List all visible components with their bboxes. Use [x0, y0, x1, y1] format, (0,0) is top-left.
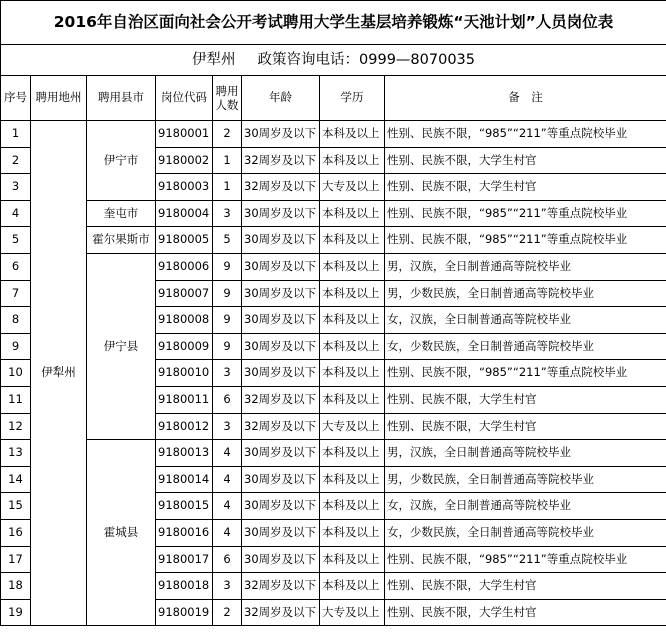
cell-note: 性别、民族不限，“985”“211”等重点院校毕业 — [385, 121, 666, 148]
contact-phone: 政策咨询电话：0999—8070035 — [257, 51, 475, 68]
cell-note: 性别、民族不限，大学生村官 — [385, 599, 666, 626]
cell-count: 4 — [213, 519, 242, 546]
cell-age: 32周岁及以下 — [242, 174, 320, 201]
contact-region: 伊犁州 — [192, 51, 236, 68]
table-row — [1, 253, 666, 280]
cell-code: 9180014 — [156, 466, 213, 493]
cell-note: 性别、民族不限，“985”“211”等重点院校毕业 — [385, 227, 666, 254]
cell-region: 伊犁州 — [31, 121, 87, 626]
header-count-line1: 聘用 — [215, 83, 239, 98]
cell-age: 32周岁及以下 — [242, 573, 320, 600]
cell-count: 4 — [213, 493, 242, 520]
cell-edu: 大专及以上 — [320, 413, 385, 440]
cell-seq: 13 — [1, 440, 31, 467]
cell-count: 2 — [213, 599, 242, 626]
cell-code: 9180013 — [156, 440, 213, 467]
cell-count: 5 — [213, 227, 242, 254]
cell-count: 3 — [213, 573, 242, 600]
header-count — [213, 76, 242, 121]
cell-count: 1 — [213, 147, 242, 174]
cell-seq: 14 — [1, 466, 31, 493]
cell-seq: 9 — [1, 333, 31, 360]
cell-seq: 8 — [1, 307, 31, 334]
cell-code: 9180007 — [156, 280, 213, 307]
cell-seq: 18 — [1, 573, 31, 600]
cell-note: 女，汉族，全日制普通高等院校毕业 — [385, 493, 666, 520]
cell-count: 6 — [213, 386, 242, 413]
cell-count: 4 — [213, 466, 242, 493]
cell-edu: 本科及以上 — [320, 253, 385, 280]
cell-edu: 本科及以上 — [320, 360, 385, 387]
cell-age: 32周岁及以下 — [242, 413, 320, 440]
cell-count: 3 — [213, 200, 242, 227]
cell-note: 性别、民族不限，大学生村官 — [385, 147, 666, 174]
cell-note: 性别、民族不限，大学生村官 — [385, 573, 666, 600]
cell-seq: 16 — [1, 519, 31, 546]
cell-note: 女，汉族，全日制普通高等院校毕业 — [385, 307, 666, 334]
cell-code: 9180011 — [156, 386, 213, 413]
cell-code: 9180012 — [156, 413, 213, 440]
cell-edu: 大专及以上 — [320, 599, 385, 626]
cell-seq: 19 — [1, 599, 31, 626]
cell-age: 32周岁及以下 — [242, 599, 320, 626]
cell-age: 30周岁及以下 — [242, 333, 320, 360]
cell-count: 3 — [213, 413, 242, 440]
cell-age: 30周岁及以下 — [242, 307, 320, 334]
cell-age: 30周岁及以下 — [242, 280, 320, 307]
cell-note: 男，少数民族，全日制普通高等院校毕业 — [385, 280, 666, 307]
cell-note: 性别、民族不限，大学生村官 — [385, 174, 666, 201]
header-county: 聘用县市 — [87, 76, 156, 121]
cell-seq: 7 — [1, 280, 31, 307]
cell-count: 1 — [213, 174, 242, 201]
cell-note: 女，少数民族，全日制普通高等院校毕业 — [385, 333, 666, 360]
header-region: 聘用地州 — [31, 76, 87, 121]
header-count-line2: 人数 — [215, 98, 239, 112]
cell-seq: 1 — [1, 121, 31, 148]
cell-code: 9180018 — [156, 573, 213, 600]
cell-seq: 2 — [1, 147, 31, 174]
cell-seq: 11 — [1, 386, 31, 413]
cell-edu: 本科及以上 — [320, 307, 385, 334]
cell-age: 30周岁及以下 — [242, 546, 320, 573]
header-seq: 序号 — [1, 76, 31, 121]
cell-age: 32周岁及以下 — [242, 386, 320, 413]
cell-count: 2 — [213, 121, 242, 148]
cell-edu: 本科及以上 — [320, 147, 385, 174]
cell-count: 3 — [213, 360, 242, 387]
cell-age: 30周岁及以下 — [242, 253, 320, 280]
cell-code: 9180005 — [156, 227, 213, 254]
header-code: 岗位代码 — [156, 76, 213, 121]
cell-note: 性别、民族不限，“985”“211”等重点院校毕业 — [385, 200, 666, 227]
cell-age: 30周岁及以下 — [242, 519, 320, 546]
table-row — [1, 200, 666, 227]
table-row — [1, 121, 666, 148]
cell-code: 9180009 — [156, 333, 213, 360]
cell-county: 奎屯市 — [87, 200, 156, 227]
cell-code: 9180019 — [156, 599, 213, 626]
cell-edu: 本科及以上 — [320, 333, 385, 360]
cell-age: 30周岁及以下 — [242, 121, 320, 148]
cell-seq: 3 — [1, 174, 31, 201]
cell-count: 9 — [213, 253, 242, 280]
cell-age: 30周岁及以下 — [242, 360, 320, 387]
cell-code: 9180001 — [156, 121, 213, 148]
cell-count: 9 — [213, 307, 242, 334]
cell-edu: 本科及以上 — [320, 227, 385, 254]
header-age: 年龄 — [242, 76, 320, 121]
cell-code: 9180003 — [156, 174, 213, 201]
cell-edu: 本科及以上 — [320, 280, 385, 307]
cell-count: 9 — [213, 280, 242, 307]
cell-seq: 10 — [1, 360, 31, 387]
cell-code: 9180004 — [156, 200, 213, 227]
cell-code: 9180017 — [156, 546, 213, 573]
cell-edu: 本科及以上 — [320, 519, 385, 546]
cell-age: 30周岁及以下 — [242, 200, 320, 227]
cell-edu: 本科及以上 — [320, 386, 385, 413]
cell-edu: 本科及以上 — [320, 466, 385, 493]
cell-edu: 本科及以上 — [320, 546, 385, 573]
header-edu: 学历 — [320, 76, 385, 121]
header-note: 备 注 — [385, 76, 666, 121]
cell-edu: 大专及以上 — [320, 174, 385, 201]
cell-count: 4 — [213, 440, 242, 467]
cell-county: 伊宁市 — [87, 121, 156, 201]
cell-edu: 本科及以上 — [320, 493, 385, 520]
cell-seq: 12 — [1, 413, 31, 440]
cell-code: 9180010 — [156, 360, 213, 387]
cell-count: 6 — [213, 546, 242, 573]
cell-seq: 5 — [1, 227, 31, 254]
cell-seq: 15 — [1, 493, 31, 520]
cell-note: 性别、民族不限，大学生村官 — [385, 386, 666, 413]
cell-county: 伊宁县 — [87, 253, 156, 439]
cell-code: 9180002 — [156, 147, 213, 174]
contact-line — [1, 45, 666, 76]
cell-note: 男，汉族，全日制普通高等院校毕业 — [385, 440, 666, 467]
cell-edu: 本科及以上 — [320, 200, 385, 227]
cell-note: 性别、民族不限，大学生村官 — [385, 413, 666, 440]
cell-age: 30周岁及以下 — [242, 440, 320, 467]
cell-note: 性别、民族不限，“985”“211”等重点院校毕业 — [385, 546, 666, 573]
cell-seq: 6 — [1, 253, 31, 280]
page-title: 2016年自治区面向社会公开考试聘用大学生基层培养锻炼“天池计划”人员岗位表 — [1, 1, 666, 45]
table-row — [1, 440, 666, 467]
cell-edu: 本科及以上 — [320, 121, 385, 148]
cell-seq: 4 — [1, 200, 31, 227]
cell-note: 性别、民族不限，“985”“211”等重点院校毕业 — [385, 360, 666, 387]
cell-age: 30周岁及以下 — [242, 466, 320, 493]
cell-code: 9180008 — [156, 307, 213, 334]
cell-county: 霍尔果斯市 — [87, 227, 156, 254]
cell-code: 9180016 — [156, 519, 213, 546]
cell-code: 9180015 — [156, 493, 213, 520]
cell-age: 30周岁及以下 — [242, 227, 320, 254]
cell-age: 30周岁及以下 — [242, 493, 320, 520]
cell-note: 男，汉族，全日制普通高等院校毕业 — [385, 253, 666, 280]
cell-count: 9 — [213, 333, 242, 360]
cell-age: 32周岁及以下 — [242, 147, 320, 174]
header-row — [1, 76, 666, 121]
cell-note: 女，少数民族，全日制普通高等院校毕业 — [385, 519, 666, 546]
cell-edu: 本科及以上 — [320, 440, 385, 467]
table-row — [1, 227, 666, 254]
cell-edu: 本科及以上 — [320, 573, 385, 600]
cell-county: 霍城县 — [87, 440, 156, 626]
cell-code: 9180006 — [156, 253, 213, 280]
cell-note: 男，少数民族，全日制普通高等院校毕业 — [385, 466, 666, 493]
cell-seq: 17 — [1, 546, 31, 573]
